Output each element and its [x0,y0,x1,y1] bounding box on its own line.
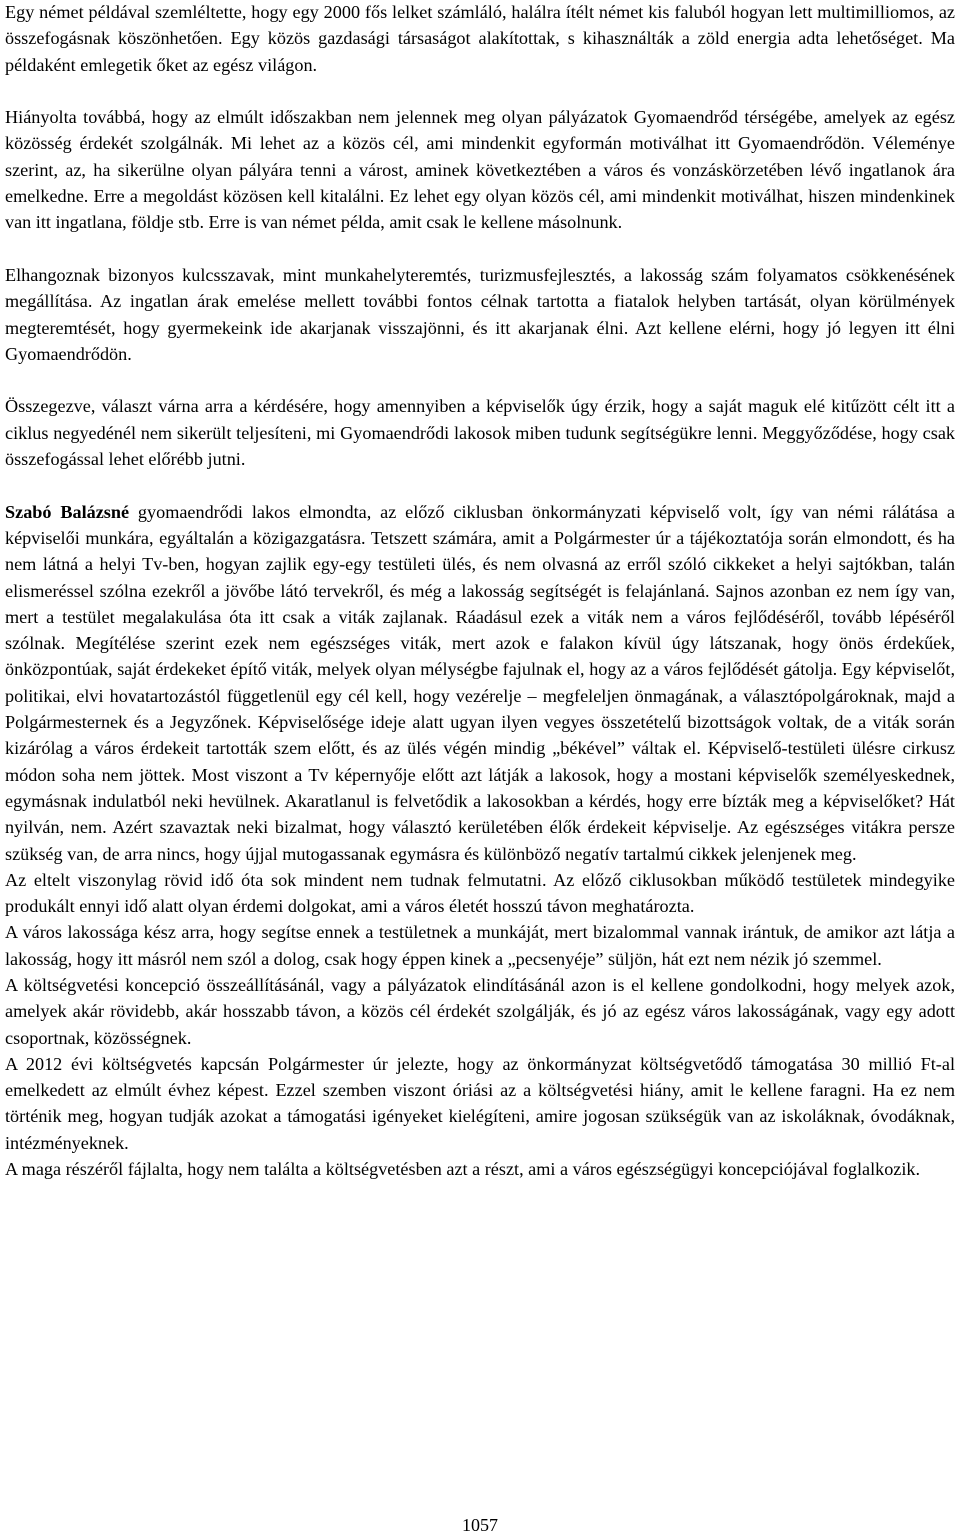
speaker-intro-text: gyomaendrődi lakos elmondta, az előző ciklusban önkormányzati képviselő volt, így van némi rálátása a képviselői munkára, egyáltalán a közigazgatásra. Tetszett számára, amit a Polgármester úr a tájékoztatója során elmondott, és ha nem látná a helyi Tv-ben, hogyan zajlik egy-egy testületi ülés, és nem olvasná az erről szóló cikkeket a helyi sajtókban, talán elismeréssel szólna ezekről a jövőbe látó tervekről, és még a lakosság segítségét is felajánlaná. Sajnos azonban ez nem így van, mert a testület megalakulása óta itt csak a viták zajlanak. Ráadásul ezek a viták nem a város fejlődéséről, tovább lépéséről szólnak. Megítélése szerint ezek nem egészséges viták, mert azok e falakon kívül úgy látszanak, hogy önös érdekűek, önközpontúak, saját érdekeket építő viták, melyek olyan mélységbe fajulnak el, hogy az a város fejlődését gátolja. Egy képviselőt, politikai, elvi hovatartozástól függetlenül egy cél kell, hogy vezérelje – megfeleljen önmagának, a választópolgároknak, majd a Polgármesternek és a Jegyzőnek. Képviselősége ideje alatt ugyan ilyen vegyes összetételű bizottságok voltak, de a viták során kizárólag a város érdekeit tartották szem előtt, és az ülés végén mindig „békével” váltak el. Képviselő-testületi ülésre cirkusz módon soha nem jöttek. Most viszont a Tv képernyője előtt azt látják a lakosok, hogy a mostani képviselők személyeskednek, egymásnak indulatból neki hevülnek. Akaratlanul is felvetődik a lakosokban a kérdés, hogy erre bízták meg a képviselőket? Hát nyilván, nem. Azért szavaztak neki bizalmat, hogy választó kerületében élők érdekeit képviselje. Az egészséges vitákra persze szükség van, de arra nincs, hogy újjal mutogassanak egymásra és különböző negatív tartalmú cikkek jelenjenek meg. [5,501,956,864]
document-body [5,0,955,1182]
paragraph-budget-2012: A 2012 évi költségvetés kapcsán Polgármester úr jelezte, hogy az önkormányzat költségvetődő támogatása 30 millió Ft-al emelkedett az elmúlt évhez képest. Ezzel szemben viszont óriási az a költségvetési hiány, amit le kellene faragni. Ha ez nem történik meg, hogyan tudják azokat a támogatási igényeket kielégíteni, amire jogosan szükségük van az iskoláknak, óvodáknak, intézményeknek. [5,1053,955,1153]
page-number: 1057 [462,1515,498,1535]
paragraph-short-time: Az eltelt viszonylag rövid idő óta sok mindent nem tudnak felmutatni. Az előző ciklusokban működő testületek mindegyike produkált ennyi idő alatt olyan érdemi dolgokat, ami a város életét hosszú távon meghatározta. [5,869,955,917]
paragraph-population-ready: A város lakossága kész arra, hogy segítse ennek a testületnek a munkáját, mert bizalommal vannak irántuk, de amikor azt látja a lakosság, hogy itt másról nem szól a dolog, csak hogy éppen kinek a „pecsenyéje” süljön, hát ezt nem nézik jó szemmel. [5,922,955,969]
paragraph-german-example: Egy német példával szemléltette, hogy egy 2000 fős lelket számláló, halálra ítélt német kis faluból hogyan lett multimilliomos, az összefogásnak köszönhetően. Egy közös gazdasági társaságot alakítottak, s kihasználták a zöld energia adta lehetőséget. Ma példaként emlegetik őket az egész világon. [5,2,955,75]
paragraph-missing-tenders: Hiányolta továbbá, hogy az elmúlt időszakban nem jelennek meg olyan pályázatok Gyomaendrőd térségébe, amelyek az egész közösség érdekét szolgálnák. Mi lehet az a közös cél, ami mindenkit egyformán motiválhat itt Gyomaendrődön. Véleménye szerint, az, ha sikerülne olyan pályára tenni a várost, aminek következtében a város és vonzáskörzetében lévő ingatlanok ára emelkedne. Erre a megoldást közösen kell kitalálni. Ez lehet egy olyan közös cél, ami mindenkit motiválhat, hiszen mindenkinek van itt ingatlana, földje stb. Erre is van német példa, amit csak le kellene másolnunk. [5,107,955,233]
paragraph-speaker-intro [5,499,955,867]
paragraph-keywords: Elhangoznak bizonyos kulcsszavak, mint munkahelyteremtés, turizmusfejlesztés, a lakosság szám folyamatos csökkenésének megállítása. Az ingatlan árak emelése mellett további fontos célnak tartotta a fiatalok helyben tartását, olyan körülmények megteremtését, hogy gyermekeink ide akarjanak visszajönni, és itt akarjanak élni. Azt kellene elérni, hogy jó legyen itt élni Gyomaendrődön. [5,264,955,364]
speaker-name: Szabó Balázsné [5,501,130,522]
paragraph-health-concept: A maga részéről fájlalta, hogy nem találta a költségvetésben azt a részt, ami a város egészségügyi koncepciójával foglalkozik. [5,1159,921,1180]
paragraph-budget-concept: A költségvetési koncepció összeállításánál, vagy a pályázatok elindításánál azon is el kellene gondolkodni, hogy melyek azok, amelyek akár rövidebb, akár hosszabb távon, a közös cél érdekét szolgálják, és jó az egész város lakosságának, vagy egy adott csoportnak, közösségnek. [5,974,955,1048]
paragraph-summary: Összegezve, választ várna arra a kérdésére, hogy amennyiben a képviselők úgy érzik, hogy a saját maguk elé kitűzött célt itt a ciklus negyedénél nem sikerült teljesíteni, mi Gyomaendrődi lakosok miben tudunk segítségükre lenni. Meggyőződése, hogy csak összefogással lehet előrébb jutni. [5,396,955,470]
